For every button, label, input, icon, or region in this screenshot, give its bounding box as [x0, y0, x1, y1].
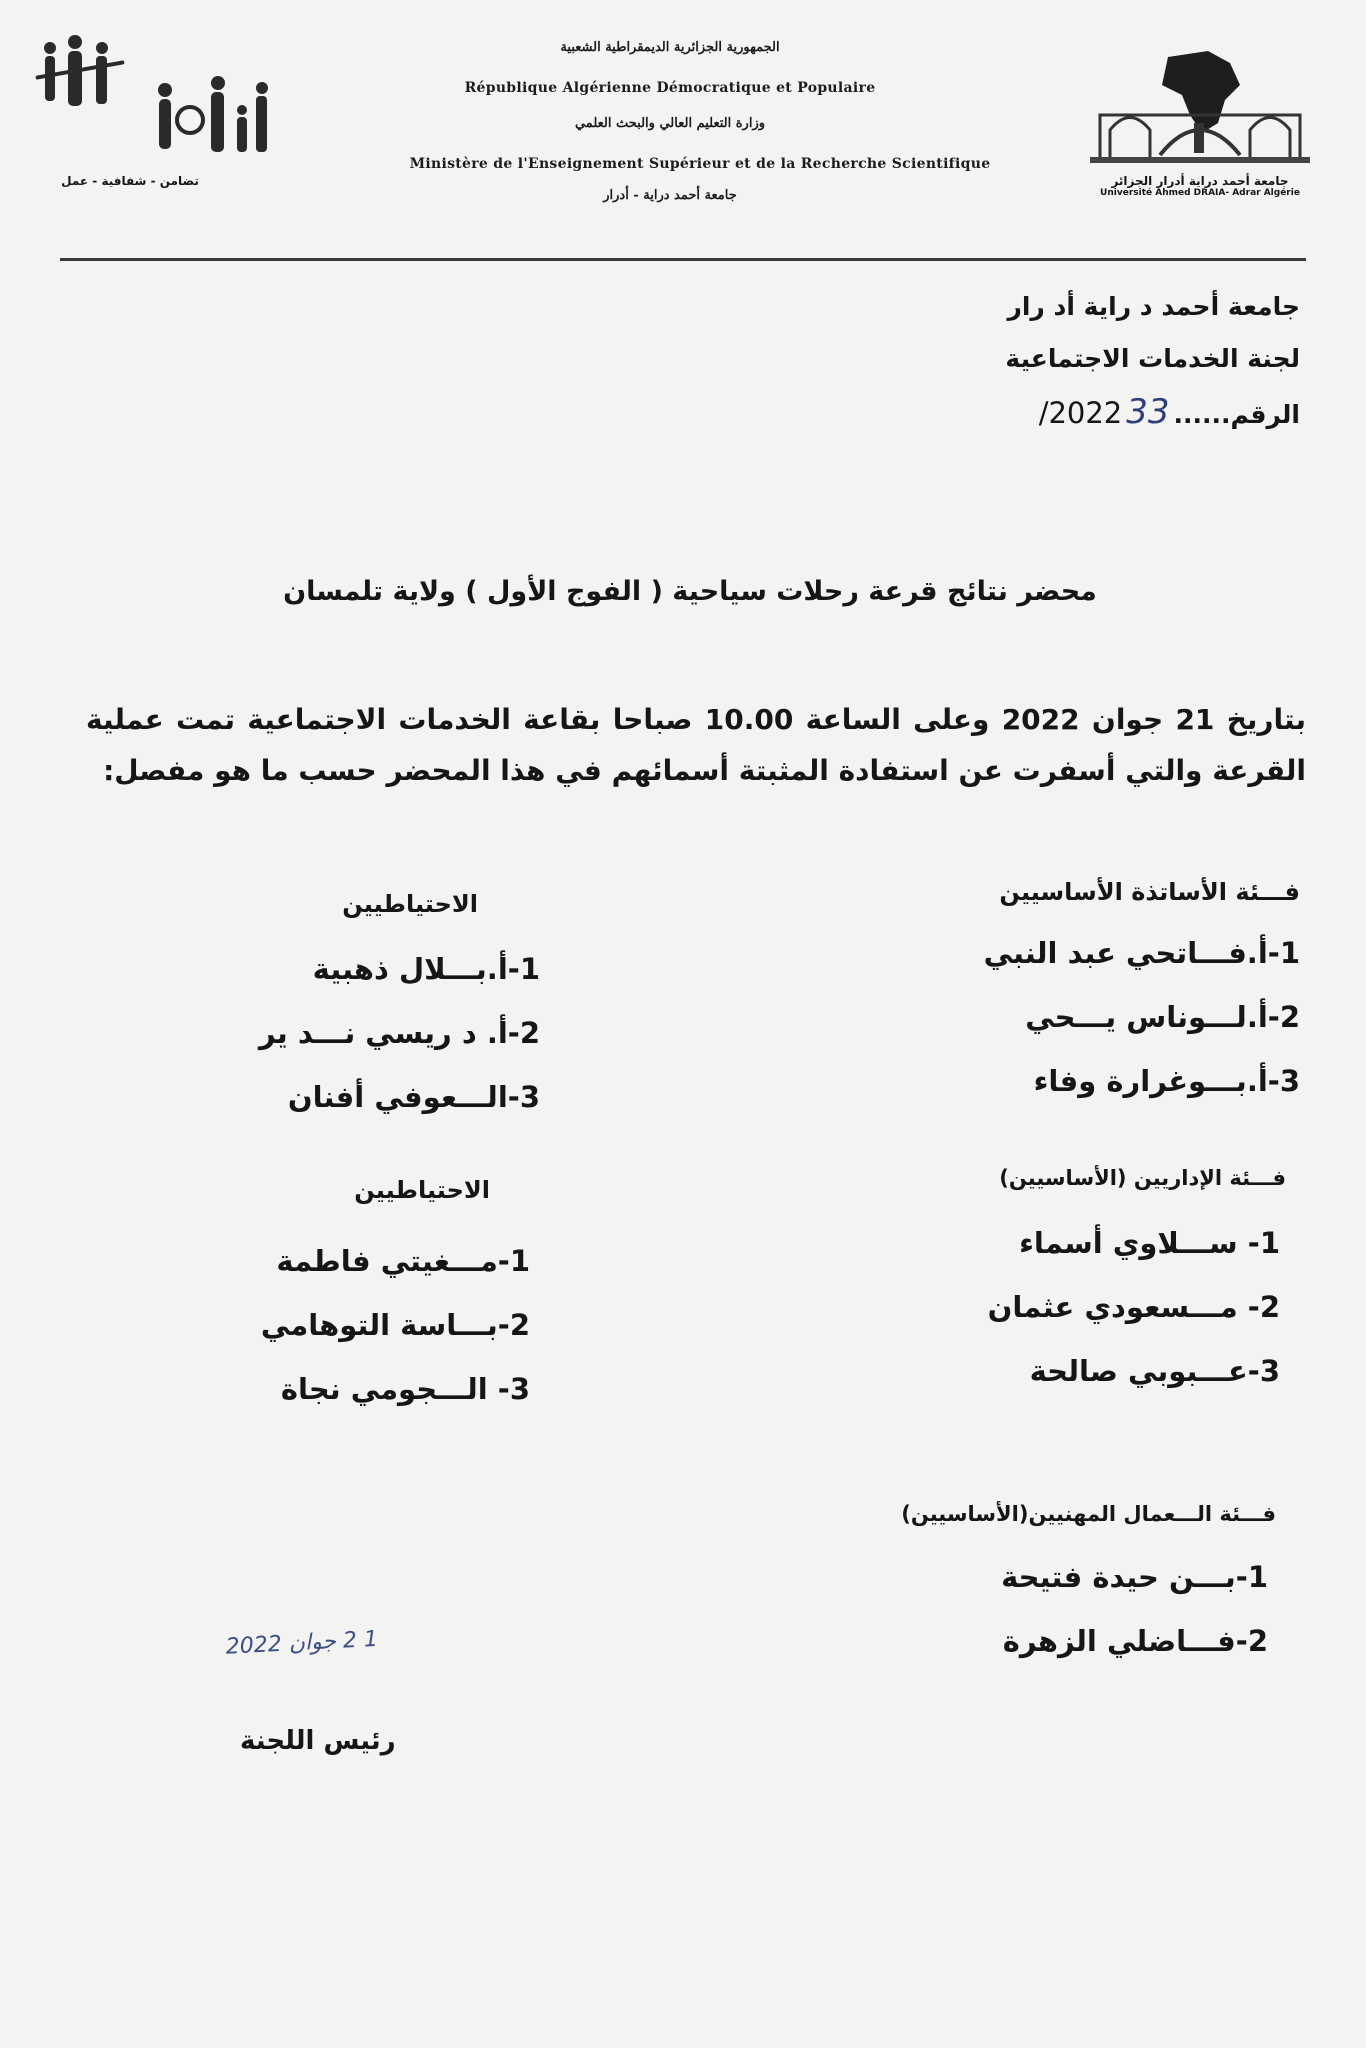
admins-section — [786, 1166, 1286, 1388]
list-item: 1-أ.بـــلال ذهبية — [312, 952, 540, 986]
left-logo — [30, 28, 270, 193]
right-logo — [1090, 45, 1310, 205]
document-title: محضر نتائج قرعة رحلات سياحية ( الفوج الأول ) ولاية تلمسان — [283, 576, 1097, 607]
header-french-ministry: Ministère de l'Enseignement Supérieur et de la Recherche Scientifique — [409, 156, 991, 172]
list-item: 1-أ.فـــاتحي عبد النبي — [983, 936, 1300, 970]
header-arabic-ministry: وزارة التعليم العالي والبحث العلمي — [574, 116, 766, 131]
handwritten-date: 1 2 جوان 2022 — [225, 1626, 379, 1660]
university-name: جامعة أحمد د راية أد رار — [1007, 292, 1300, 321]
list-item: 1-مـــغيتي فاطمة — [276, 1244, 530, 1278]
right-logo-caption-fr: Université Ahmed DRAIA- Adrar Algérie — [1100, 188, 1300, 198]
teachers-heading: فـــئة الأساتذة الأساسيين — [999, 878, 1300, 906]
right-logo-caption-ar: جامعة أحمد دراية أدرار الجزائر — [1111, 174, 1289, 188]
list-item: 1- ســـلاوي أسماء — [1019, 1226, 1280, 1260]
reference-line — [1039, 392, 1300, 432]
header-divider — [60, 258, 1306, 261]
header-french-republic: République Algérienne Démocratique et Populaire — [464, 80, 876, 96]
reference-year: /2022 — [1038, 396, 1123, 430]
list-item: 2-فـــاضلي الزهرة — [1002, 1624, 1268, 1658]
committee-name: لجنة الخدمات الاجتماعية — [1005, 344, 1300, 373]
header-arabic-university: جامعة أحمد دراية - أدرار — [603, 188, 737, 203]
list-item: 2- مـــسعودي عثمان — [987, 1290, 1280, 1324]
people-logo-icon — [30, 28, 270, 168]
list-item: 3-أ.بـــوغرارة وفاء — [1033, 1064, 1300, 1098]
list-item: 3-الـــعوفي أفنان — [287, 1080, 540, 1114]
teachers-reserve-section — [160, 890, 540, 1114]
signature-label: رئيس اللجنة — [240, 1726, 396, 1756]
list-item: 3-عـــبوبي صالحة — [1029, 1354, 1280, 1388]
intro-paragraph: بتاريخ 21 جوان 2022 وعلى الساعة 10.00 صباحا بقاعة الخدمات الاجتماعية تمت عملية القرعة والتي أسفرت عن استفادة المثبتة أسمائهم في هذا المحضر حسب ما هو مفصل: — [86, 703, 1306, 787]
teachers-section — [740, 878, 1300, 1098]
list-item: 1-بـــن حيدة فتيحة — [1001, 1560, 1268, 1594]
reference-label: الرقم...... — [1173, 400, 1300, 429]
list-item: 2-أ.لـــوناس يـــحي — [1025, 1000, 1300, 1034]
admins-heading: فـــئة الإداريين (الأساسيين) — [999, 1166, 1286, 1190]
workers-heading: فـــئة الـــعمال المهنيين(الأساسيين) — [901, 1502, 1276, 1526]
admins-reserve-section — [190, 1176, 530, 1406]
header-arabic-republic: الجمهورية الجزائرية الديمقراطية الشعبية — [560, 40, 780, 55]
left-logo-caption: تضامن - شفافية - عمل — [61, 174, 199, 188]
university-emblem-icon — [1090, 45, 1310, 170]
list-item: 3- الـــجومي نجاة — [280, 1372, 530, 1406]
list-item: 2-بـــاسة التوهامي — [260, 1308, 530, 1342]
teachers-reserve-heading: الاحتياطيين — [342, 890, 478, 918]
admins-reserve-heading: الاحتياطيين — [354, 1176, 490, 1204]
workers-section — [716, 1502, 1276, 1658]
list-item: 2-أ. د ريسي نـــد ير — [258, 1016, 540, 1050]
reference-number: 33 — [1126, 392, 1170, 432]
